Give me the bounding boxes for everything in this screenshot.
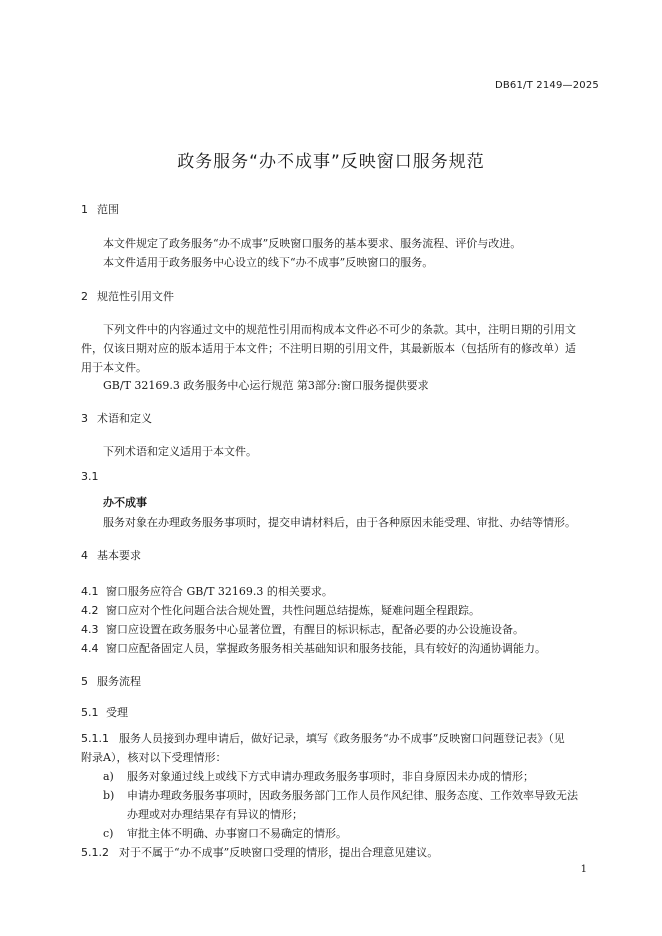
list-item — [103, 768, 534, 784]
term-definition: 服务对象在办理政务服务事项时，提交申请材料后，由于各种原因未能受理、审批、办结等情形。 — [103, 516, 576, 529]
clause-number: 5.1.1 — [81, 732, 109, 745]
section-number: 4 — [81, 549, 88, 562]
subsection-number: 5.1 — [81, 706, 99, 719]
clause-text: 服务人员接到办理申请后，做好记录，填写《政务服务“办不成事”反映窗口问题登记表》（见 — [119, 732, 565, 745]
clause-number: 4.3 — [81, 623, 99, 636]
requirement-item — [81, 621, 524, 637]
clause-number: 5.1.2 — [81, 846, 109, 859]
paragraph: 本文件适用于政务服务中心设立的线下“办不成事”反映窗口的服务。 — [103, 256, 434, 269]
list-text-continued: 办理或对办理结果存有异议的情形； — [127, 808, 303, 821]
list-marker: b) — [103, 789, 115, 802]
section-5-heading — [81, 673, 141, 689]
section-title: 服务流程 — [97, 675, 141, 688]
requirement-item — [81, 640, 546, 656]
clause-text: 窗口服务应符合 GB/T 32169.3 的相关要求。 — [106, 585, 333, 598]
clause-5-1-2 — [81, 844, 438, 860]
term-name: 办不成事 — [103, 496, 147, 509]
section-title: 规范性引用文件 — [97, 290, 174, 303]
list-text: 申请办理政务服务事项时，因政务服务部门工作人员作风纪律、服务态度、工作效率导致无法 — [127, 789, 578, 802]
clause-text: 窗口应设置在政务服务中心显著位置，有醒目的标识标志，配备必要的办公设施设备。 — [106, 623, 524, 636]
section-title: 范围 — [97, 203, 119, 216]
clause-5-1-1 — [81, 730, 565, 746]
document-title: 政务服务“办不成事”反映窗口服务规范 — [177, 152, 485, 172]
clause-text: 窗口应配备固定人员，掌握政务服务相关基础知识和服务技能，具有较好的沟通协调能力。 — [106, 642, 546, 655]
section-number: 1 — [81, 203, 88, 216]
subsection-title: 受理 — [106, 706, 128, 719]
requirement-item — [81, 583, 333, 599]
page-number: 1 — [580, 864, 587, 875]
list-item — [103, 825, 347, 841]
section-2-heading — [81, 288, 174, 304]
section-title: 术语和定义 — [97, 412, 152, 425]
section-4-heading — [81, 547, 141, 563]
list-marker: c) — [103, 827, 114, 840]
paragraph: 下列文件中的内容通过文中的规范性引用而构成本文件必不可少的条款。其中，注明日期的引用文件，仅该日期对应的版本适用于本文件；不注明日期的引用文件，其最新版本（包括所有的修改单）适用于本文件。 — [81, 323, 576, 374]
section-title: 基本要求 — [97, 549, 141, 562]
clause-text-continued: 附录A），核对以下受理情形： — [81, 751, 227, 764]
paragraph: 下列术语和定义适用于本文件。 — [103, 445, 257, 458]
section-number: 5 — [81, 675, 88, 688]
normative-reference: GB/T 32169.3 政务服务中心运行规范 第3部分:窗口服务提供要求 — [103, 379, 429, 392]
clause-number: 4.1 — [81, 585, 99, 598]
paragraph: 本文件规定了政务服务“办不成事”反映窗口服务的基本要求、服务流程、评价与改进。 — [103, 237, 522, 250]
list-text: 审批主体不明确、办事窗口不易确定的情形。 — [127, 827, 347, 840]
list-marker: a) — [103, 770, 114, 783]
section-3-heading — [81, 410, 152, 426]
subsection-5-1-heading — [81, 704, 128, 720]
clause-text: 窗口应对个性化问题合法合规处置，共性问题总结提炼，疑难问题全程跟踪。 — [106, 604, 480, 617]
term-number: 3.1 — [81, 470, 99, 483]
clause-number: 4.4 — [81, 642, 99, 655]
list-item — [103, 787, 578, 803]
section-number: 3 — [81, 412, 88, 425]
document-code: DB61/T 2149—2025 — [494, 80, 599, 91]
section-1-heading — [81, 201, 119, 217]
clause-text: 对于不属于“办不成事”反映窗口受理的情形，提出合理意见建议。 — [119, 846, 439, 859]
section-number: 2 — [81, 290, 88, 303]
clause-number: 4.2 — [81, 604, 99, 617]
list-text: 服务对象通过线上或线下方式申请办理政务服务事项时，非自身原因未办成的情形； — [127, 770, 534, 783]
requirement-item — [81, 602, 480, 618]
